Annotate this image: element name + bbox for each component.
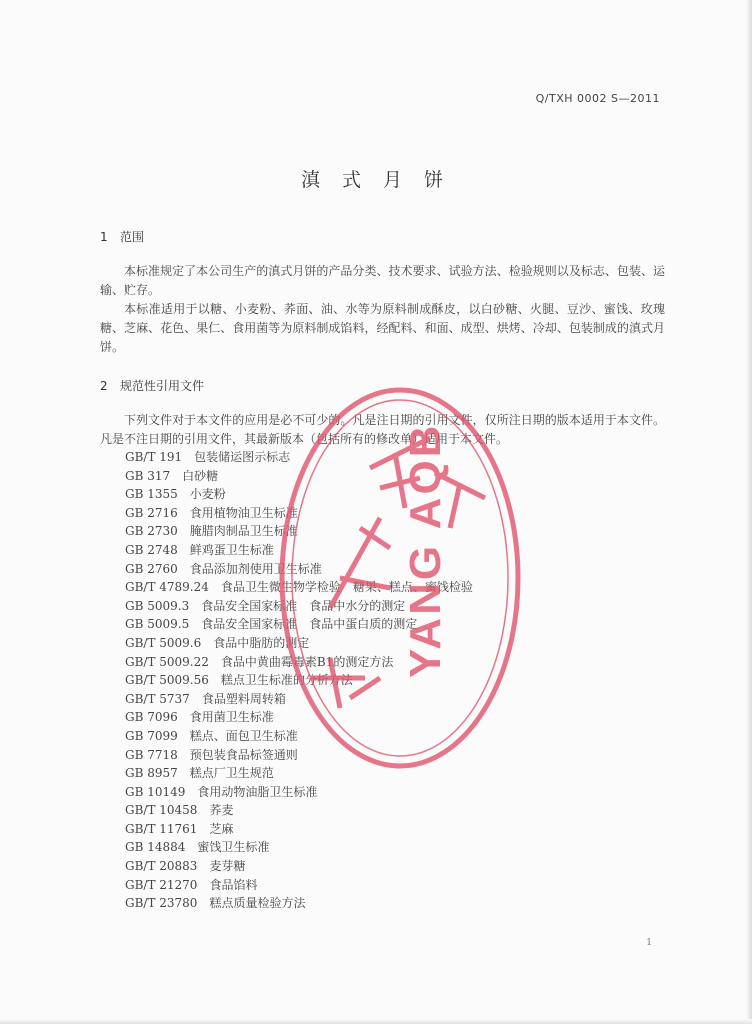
reference-item [125,857,473,876]
reference-code: GB 7096 [125,710,178,725]
reference-item [125,727,473,746]
reference-code: GB/T 5009.56 [125,673,209,688]
reference-item [125,876,473,895]
reference-code: GB 8957 [125,766,178,781]
reference-item [125,708,473,727]
reference-name: 食用菌卫生标准 [189,710,274,725]
reference-item [125,820,473,839]
reference-name: 食品添加剂使用卫生标准 [189,561,322,576]
document-code: Q/TXH 0002 S—2011 [535,92,660,105]
reference-code: GB 2730 [125,524,178,539]
reference-code: GB 5009.5 [125,617,190,632]
reference-name: 腌腊肉制品卫生标准 [189,524,298,539]
reference-name: 白砂糖 [182,468,219,483]
reference-name: 麦芽糖 [209,859,246,874]
reference-item [125,541,473,560]
reference-name: 鲜鸡蛋卫生标准 [189,542,274,557]
reference-item [125,485,473,504]
reference-code: GB 2748 [125,542,178,557]
references-intro-paragraph: 下列文件对于本文件的应用是必不可少的。凡是注日期的引用文件，仅所注日期的版本适用于本文件。凡是不注日期的引用文件，其最新版本（包括所有的修改单）适用于本文件。 [100,413,665,446]
reference-code: GB/T 10458 [125,803,198,818]
reference-name: 芝麻 [209,821,234,836]
reference-code: GB/T 5009.22 [125,654,209,669]
reference-code: GB/T 191 [125,450,183,464]
page-bottom-shadow [0,1019,752,1024]
reference-name: 蜜饯卫生标准 [197,840,270,855]
reference-item [125,801,473,820]
reference-item [125,838,473,857]
normative-references-list [125,448,473,913]
reference-name: 预包装食品标签通则 [189,747,298,762]
reference-item [125,746,473,765]
reference-name: 食品安全国家标准 食品中水分的测定 [201,598,406,613]
reference-code: GB 2760 [125,561,178,576]
reference-code: GB/T 5737 [125,691,190,706]
reference-name: 食品安全国家标准 食品中蛋白质的测定 [201,617,418,632]
reference-name: 糕点、面包卫生标准 [189,728,298,743]
reference-code: GB 7099 [125,728,178,743]
reference-name: 食品馅料 [209,877,258,892]
reference-name: 糕点卫生标准的分析方法 [220,673,353,688]
reference-item [125,504,473,523]
reference-item [125,634,473,653]
reference-code: GB/T 20883 [125,859,198,874]
reference-name: 糕点质量检验方法 [209,896,306,911]
reference-code: GB 317 [125,468,171,483]
reference-code: GB/T 4789.24 [125,580,209,595]
reference-item [125,764,473,783]
reference-code: GB 10149 [125,784,186,799]
reference-item [125,653,473,672]
reference-item [125,894,473,913]
reference-item [125,522,473,541]
reference-code: GB 5009.3 [125,598,190,613]
reference-name: 荞麦 [209,803,234,818]
svg-text:YANG AQB: YANG AQB [401,422,450,678]
reference-name: 包装储运图示标志 [194,450,291,464]
reference-item [125,560,473,579]
reference-code: GB/T 23780 [125,896,198,911]
reference-name: 食用植物油卫生标准 [189,505,298,520]
reference-code: GB 14884 [125,840,186,855]
reference-item [125,783,473,802]
reference-name: 食品中黄曲霉毒素B1的测定方法 [220,654,394,669]
reference-name: 食用动物油脂卫生标准 [197,784,318,799]
reference-name: 食品卫生微生物学检验 糖果、糕点、蜜饯检验 [220,580,473,595]
section-number: 2 [100,379,108,393]
reference-name: 食品塑料周转箱 [201,691,286,706]
reference-name: 小麦粉 [189,487,226,502]
section-title: 范围 [120,230,145,244]
section-number: 1 [100,230,108,244]
reference-name: 糕点厂卫生规范 [189,766,274,781]
reference-item [125,448,473,467]
reference-code: GB/T 11761 [125,821,198,836]
reference-item [125,671,473,690]
reference-item [125,578,473,597]
scope-paragraph-1: 本标准规定了本公司生产的滇式月饼的产品分类、技术要求、试验方法、检验规则以及标志、包装、运输、贮存。 [100,264,665,297]
reference-name: 食品中脂肪的测定 [213,635,310,650]
section-1-heading [100,228,144,245]
reference-item [125,597,473,616]
reference-item [125,615,473,634]
page-edge-shadow [746,0,752,1024]
scope-paragraph-2: 本标准适用于以糖、小麦粉、荞面、油、水等为原料制成酥皮，以白砂糖、火腿、豆沙、蜜饯、玫瑰糖、芝麻、花色、果仁、食用菌等为原料制成馅料，经配料、和面、成型、烘烤、冷却、包装制成的滇式月饼。 [100,302,665,354]
reference-code: GB/T 5009.6 [125,635,202,650]
reference-code: GB 2716 [125,505,178,520]
document-title: 滇 式 月 饼 [300,169,452,191]
reference-code: GB 7718 [125,747,178,762]
section-title: 规范性引用文件 [120,379,205,393]
reference-code: GB/T 21270 [125,877,198,892]
reference-item [125,690,473,709]
section-2-heading [100,377,204,394]
reference-code: GB 1355 [125,487,178,502]
reference-item [125,467,473,486]
page-number: 1 [646,938,652,948]
